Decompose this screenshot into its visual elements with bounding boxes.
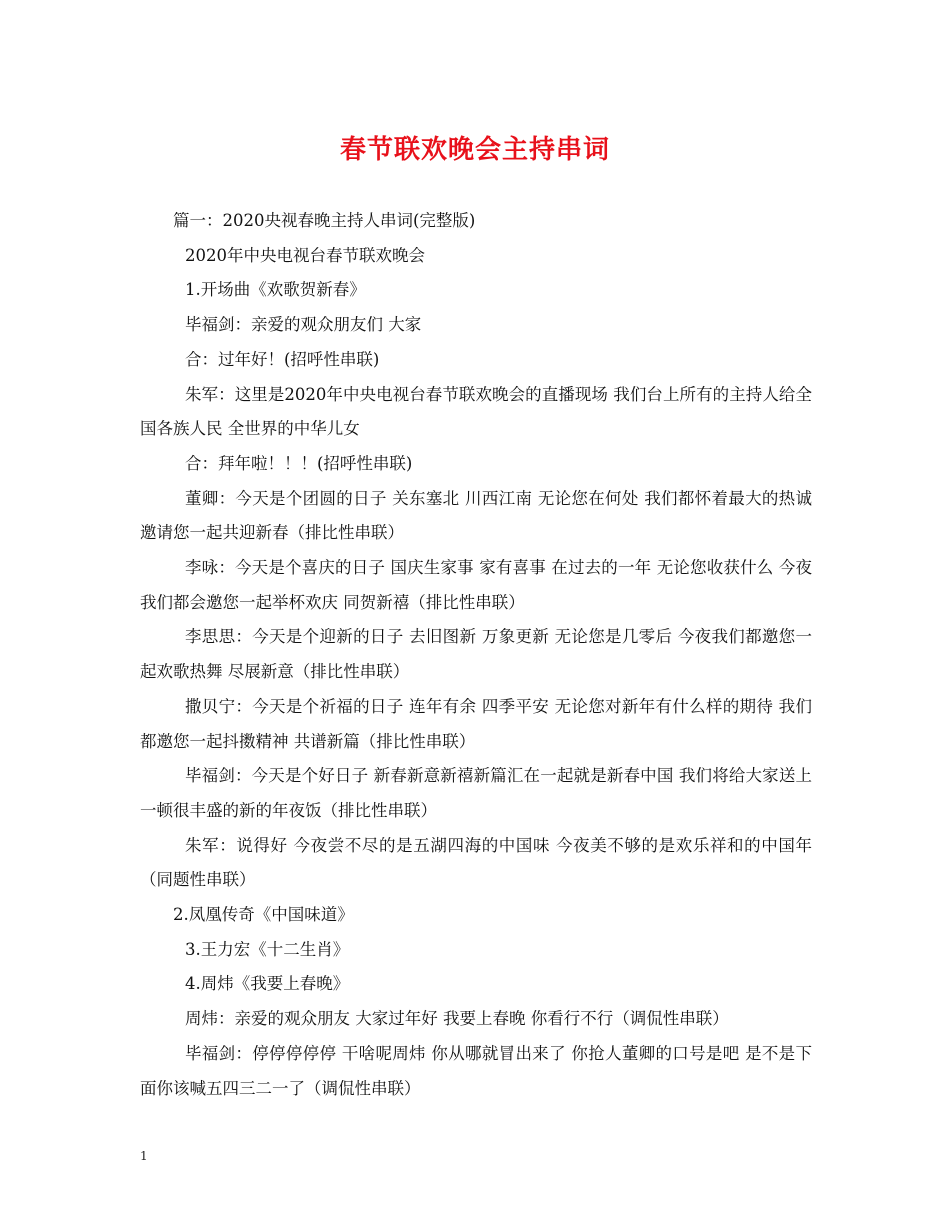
paragraph-dialogue: 毕福剑：今天是个好日子 新春新意新禧新篇汇在一起就是新春中国 我们将给大家送上一顿很丰盛的新的年夜饭（排比性串联） bbox=[140, 766, 812, 820]
paragraph-dialogue: 李思思：今天是个迎新的日子 去旧图新 万象更新 无论您是几零后 今夜我们都邀您一起欢歌热舞 尽展新意（排比性串联） bbox=[140, 627, 812, 682]
paragraph-program-item: 4.周炜《我要上春晚》 bbox=[185, 974, 350, 994]
paragraph-dialogue: 毕福剑：停停停停停 干啥呢周炜 你从哪就冒出来了 你抢人董卿的口号是吧 是不是下面你该喊五四三二一了（调侃性串联） bbox=[140, 1043, 812, 1098]
paragraph-program-item: 2.凤凰传奇《中国味道》 bbox=[173, 905, 354, 925]
paragraph-program-item: 3.王力宏《十二生肖》 bbox=[185, 939, 350, 959]
paragraph-dialogue: 董卿：今天是个团圆的日子 关东塞北 川西江南 无论您在何处 我们都怀着最大的热诚 邀请您一起共迎新春（排比性串联） bbox=[140, 488, 812, 543]
paragraph-program-item: 1.开场曲《欢歌贺新春》 bbox=[185, 280, 366, 300]
paragraph-dialogue: 李咏：今天是个喜庆的日子 国庆生家事 家有喜事 在过去的一年 无论您收获什么 今夜我们都会邀您一起举杯欢庆 同贺新禧（排比性串联） bbox=[140, 558, 812, 612]
page-number: 1 bbox=[140, 1149, 148, 1163]
paragraph-dialogue: 合：过年好！(招呼性串联) bbox=[185, 349, 380, 369]
paragraph-dialogue: 周炜：亲爱的观众朋友 大家过年好 我要上春晚 你看行不行（调侃性串联） bbox=[185, 1009, 729, 1029]
paragraph-dialogue: 合：拜年啦！！！(招呼性串联) bbox=[185, 453, 413, 473]
paragraph-dialogue: 毕福剑：亲爱的观众朋友们 大家 bbox=[185, 315, 422, 335]
document-title: 春节联欢晚会主持串词 bbox=[339, 135, 610, 165]
paragraph-section-heading: 篇一：2020央视春晚主持人串词(完整版) bbox=[173, 211, 476, 230]
paragraph-dialogue: 朱军：这里是2020年中央电视台春节联欢晚会的直播现场 我们台上所有的主持人给全国各族人民 全世界的中华儿女 bbox=[140, 384, 812, 439]
paragraph-event-name: 2020年中央电视台春节联欢晚会 bbox=[185, 245, 425, 265]
paragraph-dialogue: 朱军：说得好 今夜尝不尽的是五湖四海的中国味 今夜美不够的是欢乐祥和的中国年（同题性串联） bbox=[140, 835, 812, 890]
paragraph-dialogue: 撒贝宁：今天是个祈福的日子 连年有余 四季平安 无论您对新年有什么样的期待 我们都邀您一起抖擞精神 共谱新篇（排比性串联） bbox=[140, 696, 812, 751]
document-body bbox=[140, 204, 812, 1106]
